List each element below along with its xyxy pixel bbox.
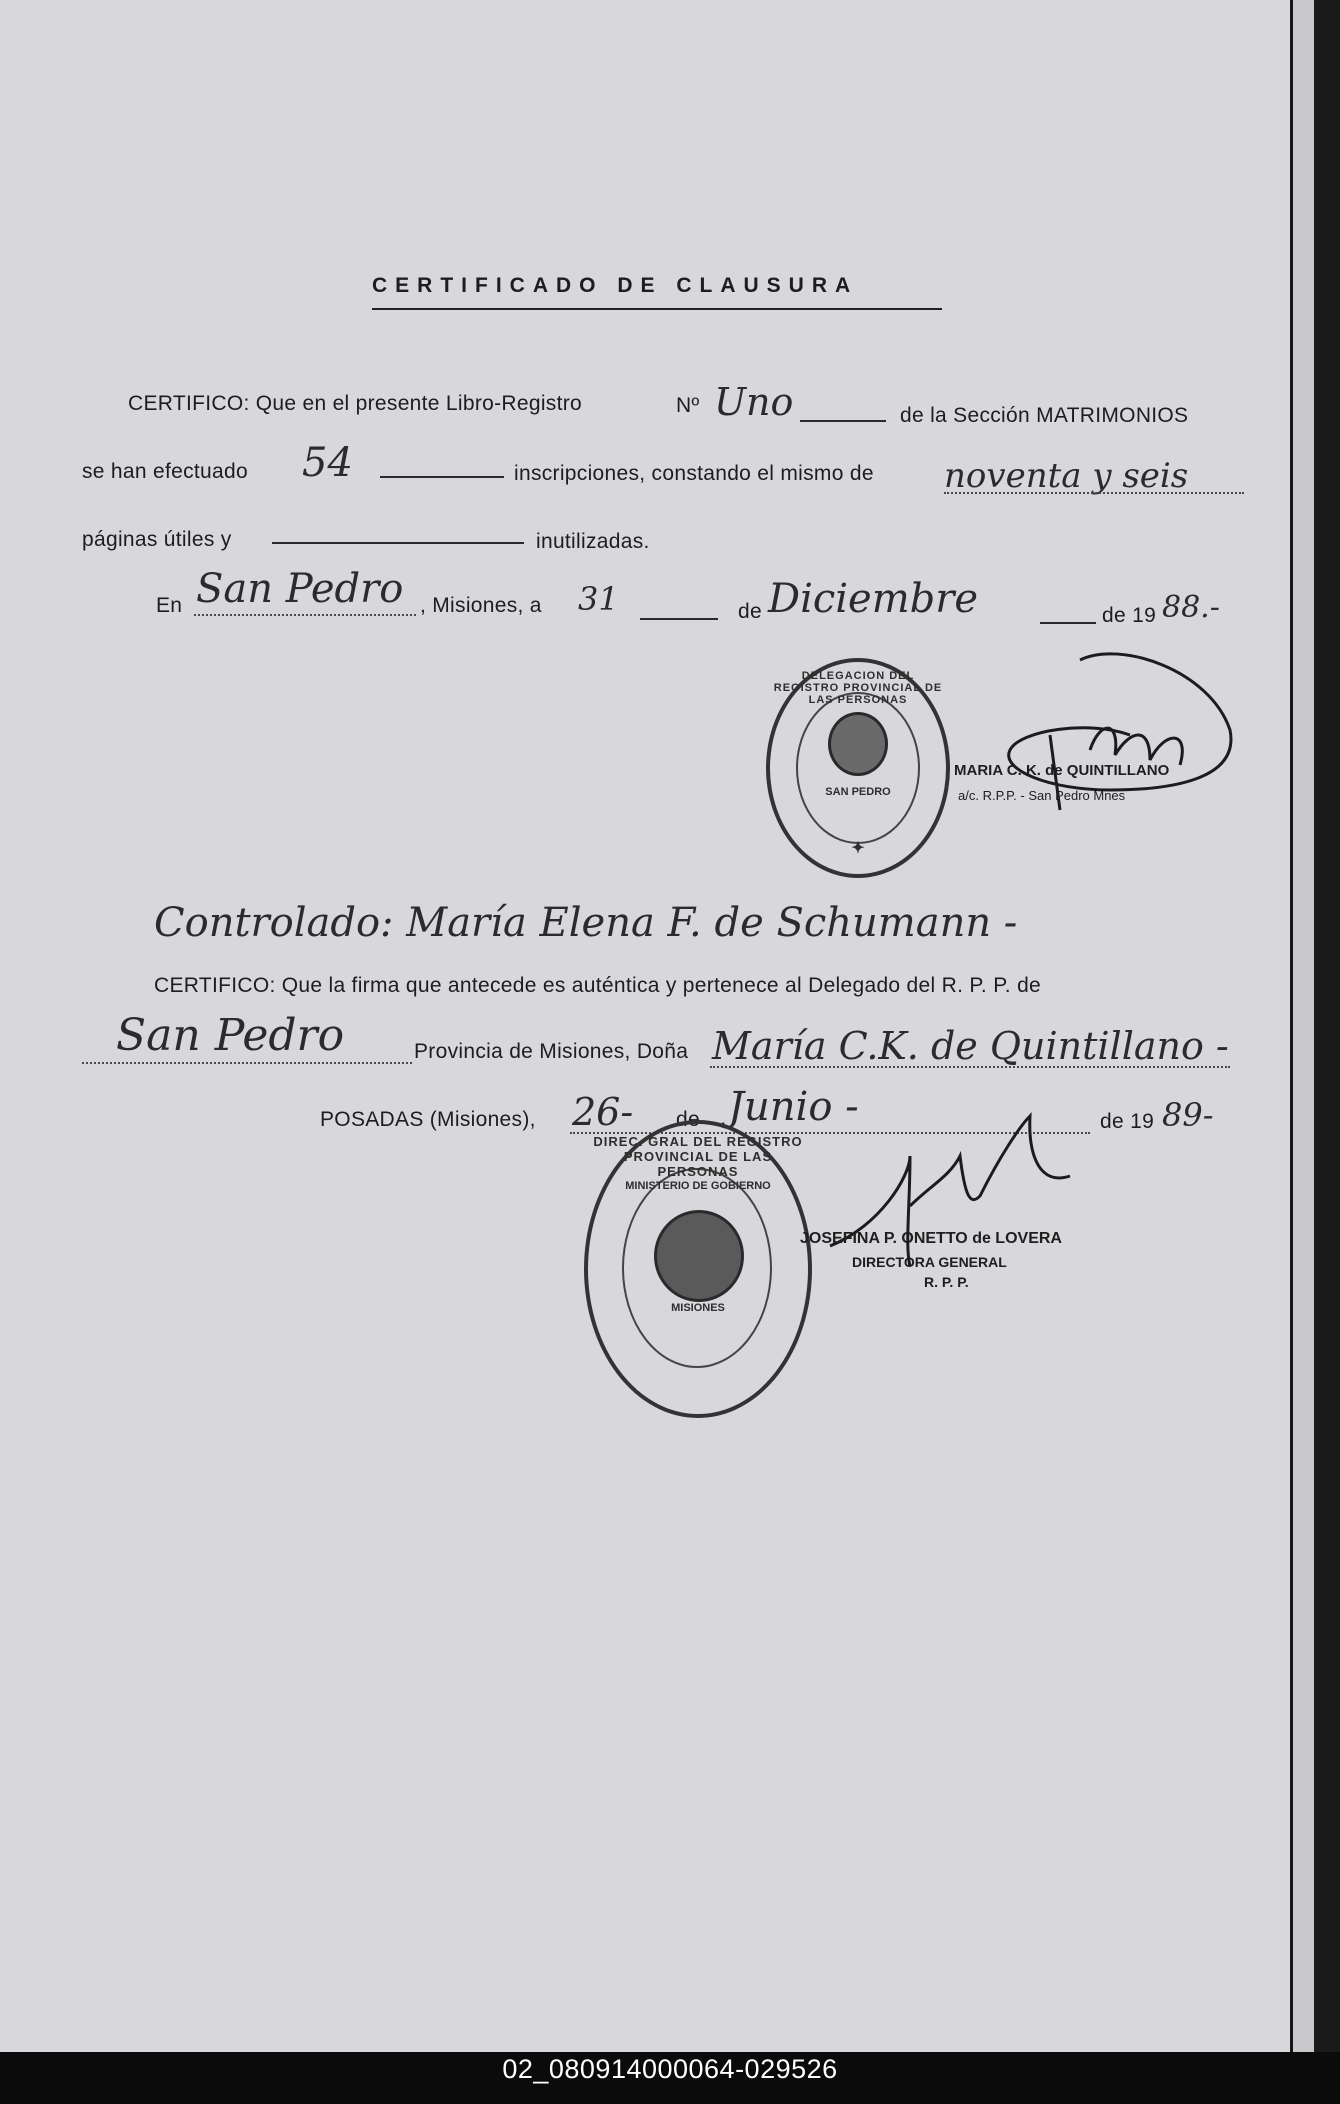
signer2-name: JOSEFINA P. ONETTO de LOVERA [800,1230,1062,1247]
blank-line [800,420,886,422]
seal2-inner-text: MINISTERIO DE GOBIERNO [625,1180,771,1192]
para1-number-label: Nº [676,394,700,417]
blank-line [640,618,718,620]
para1-line2-mid: inscripciones, constando el mismo de [514,462,874,485]
seal2-center-text: MISIONES [671,1302,725,1314]
handwritten-place-2: San Pedro [116,1010,345,1061]
dotted-line [710,1066,1230,1068]
handwritten-count: 54 [302,440,353,486]
emblem-icon [654,1210,744,1302]
title-underline [372,308,942,310]
handwritten-month-2: Junio - [728,1084,859,1130]
signer1-role: a/c. R.P.P. - San Pedro Mnes [958,788,1126,803]
blank-line [380,476,504,478]
signer2-org: R. P. P. [924,1274,969,1290]
handwritten-pages: noventa y seis [944,456,1189,496]
para2-line3-year-prefix: de 19 [1100,1110,1155,1133]
handwritten-year-2: 89- [1162,1096,1214,1134]
seal-ring-text: DELEGACION DEL REGISTRO PROVINCIAL DE LAS PERSONAS [773,670,943,706]
para2-line2-mid: Provincia de Misiones, Doña [414,1040,689,1063]
delegation-seal [766,658,950,878]
para1-line4-en: En [156,594,183,617]
para1-line4-year-prefix: de 19 [1102,604,1157,627]
dotted-line [194,614,416,616]
document-title: CERTIFICADO DE CLAUSURA [372,274,859,297]
seal-star-icon: ✦ [851,840,865,857]
signer1-name: MARIA C. K. de QUINTILLANO [954,762,1170,779]
handwritten-controlado: Controlado: María Elena F. de Schumann - [154,900,1018,946]
signature-onetto [800,1096,1090,1276]
blank-line [1040,622,1096,624]
dotted-line [944,492,1244,494]
handwritten-year: 88.- [1162,590,1220,625]
handwritten-month: Diciembre [768,576,979,622]
para1-line3-text: páginas útiles y [82,528,232,551]
para2-line3-de: de [676,1108,700,1131]
para1-line2-text: se han efectuado [82,460,248,483]
signer2-role: DIRECTORA GENERAL [852,1254,1007,1270]
handwritten-delegate-name: María C.K. de Quintillano - [712,1024,1229,1068]
para2-line1: CERTIFICO: Que la firma que antecede es auténtica y pertenece al Delegado del R. P. P. de [154,974,1042,997]
para2-line3-text: POSADAS (Misiones), [320,1108,536,1131]
handwritten-day: 31 [578,580,619,618]
binding-shadow [1314,0,1340,2052]
page-edge [1290,0,1317,2052]
handwritten-place: San Pedro [196,566,404,612]
dotted-line [82,1062,412,1064]
scan-identifier: 02_080914000064-029526 [502,2054,838,2084]
para1-line1-end: de la Sección MATRIMONIOS [900,404,1189,427]
blank-line [272,542,524,544]
para1-line4-de: de [738,600,762,623]
seal-center-text: SAN PEDRO [825,786,891,798]
direction-seal [584,1120,812,1418]
seal2-ring-text: DIREC. GRAL DEL REGISTRO PROVINCIAL DE LAS PERSONAS [593,1134,803,1179]
handwritten-book-number: Uno [714,380,794,424]
para1-line3-end: inutilizadas. [536,530,650,553]
coat-of-arms-icon [828,712,888,776]
para1-line1-text: CERTIFICO: Que en el presente Libro-Registro [128,392,582,415]
handwritten-day-2: 26- [572,1090,634,1134]
para1-line4-mid: , Misiones, a [420,594,542,617]
